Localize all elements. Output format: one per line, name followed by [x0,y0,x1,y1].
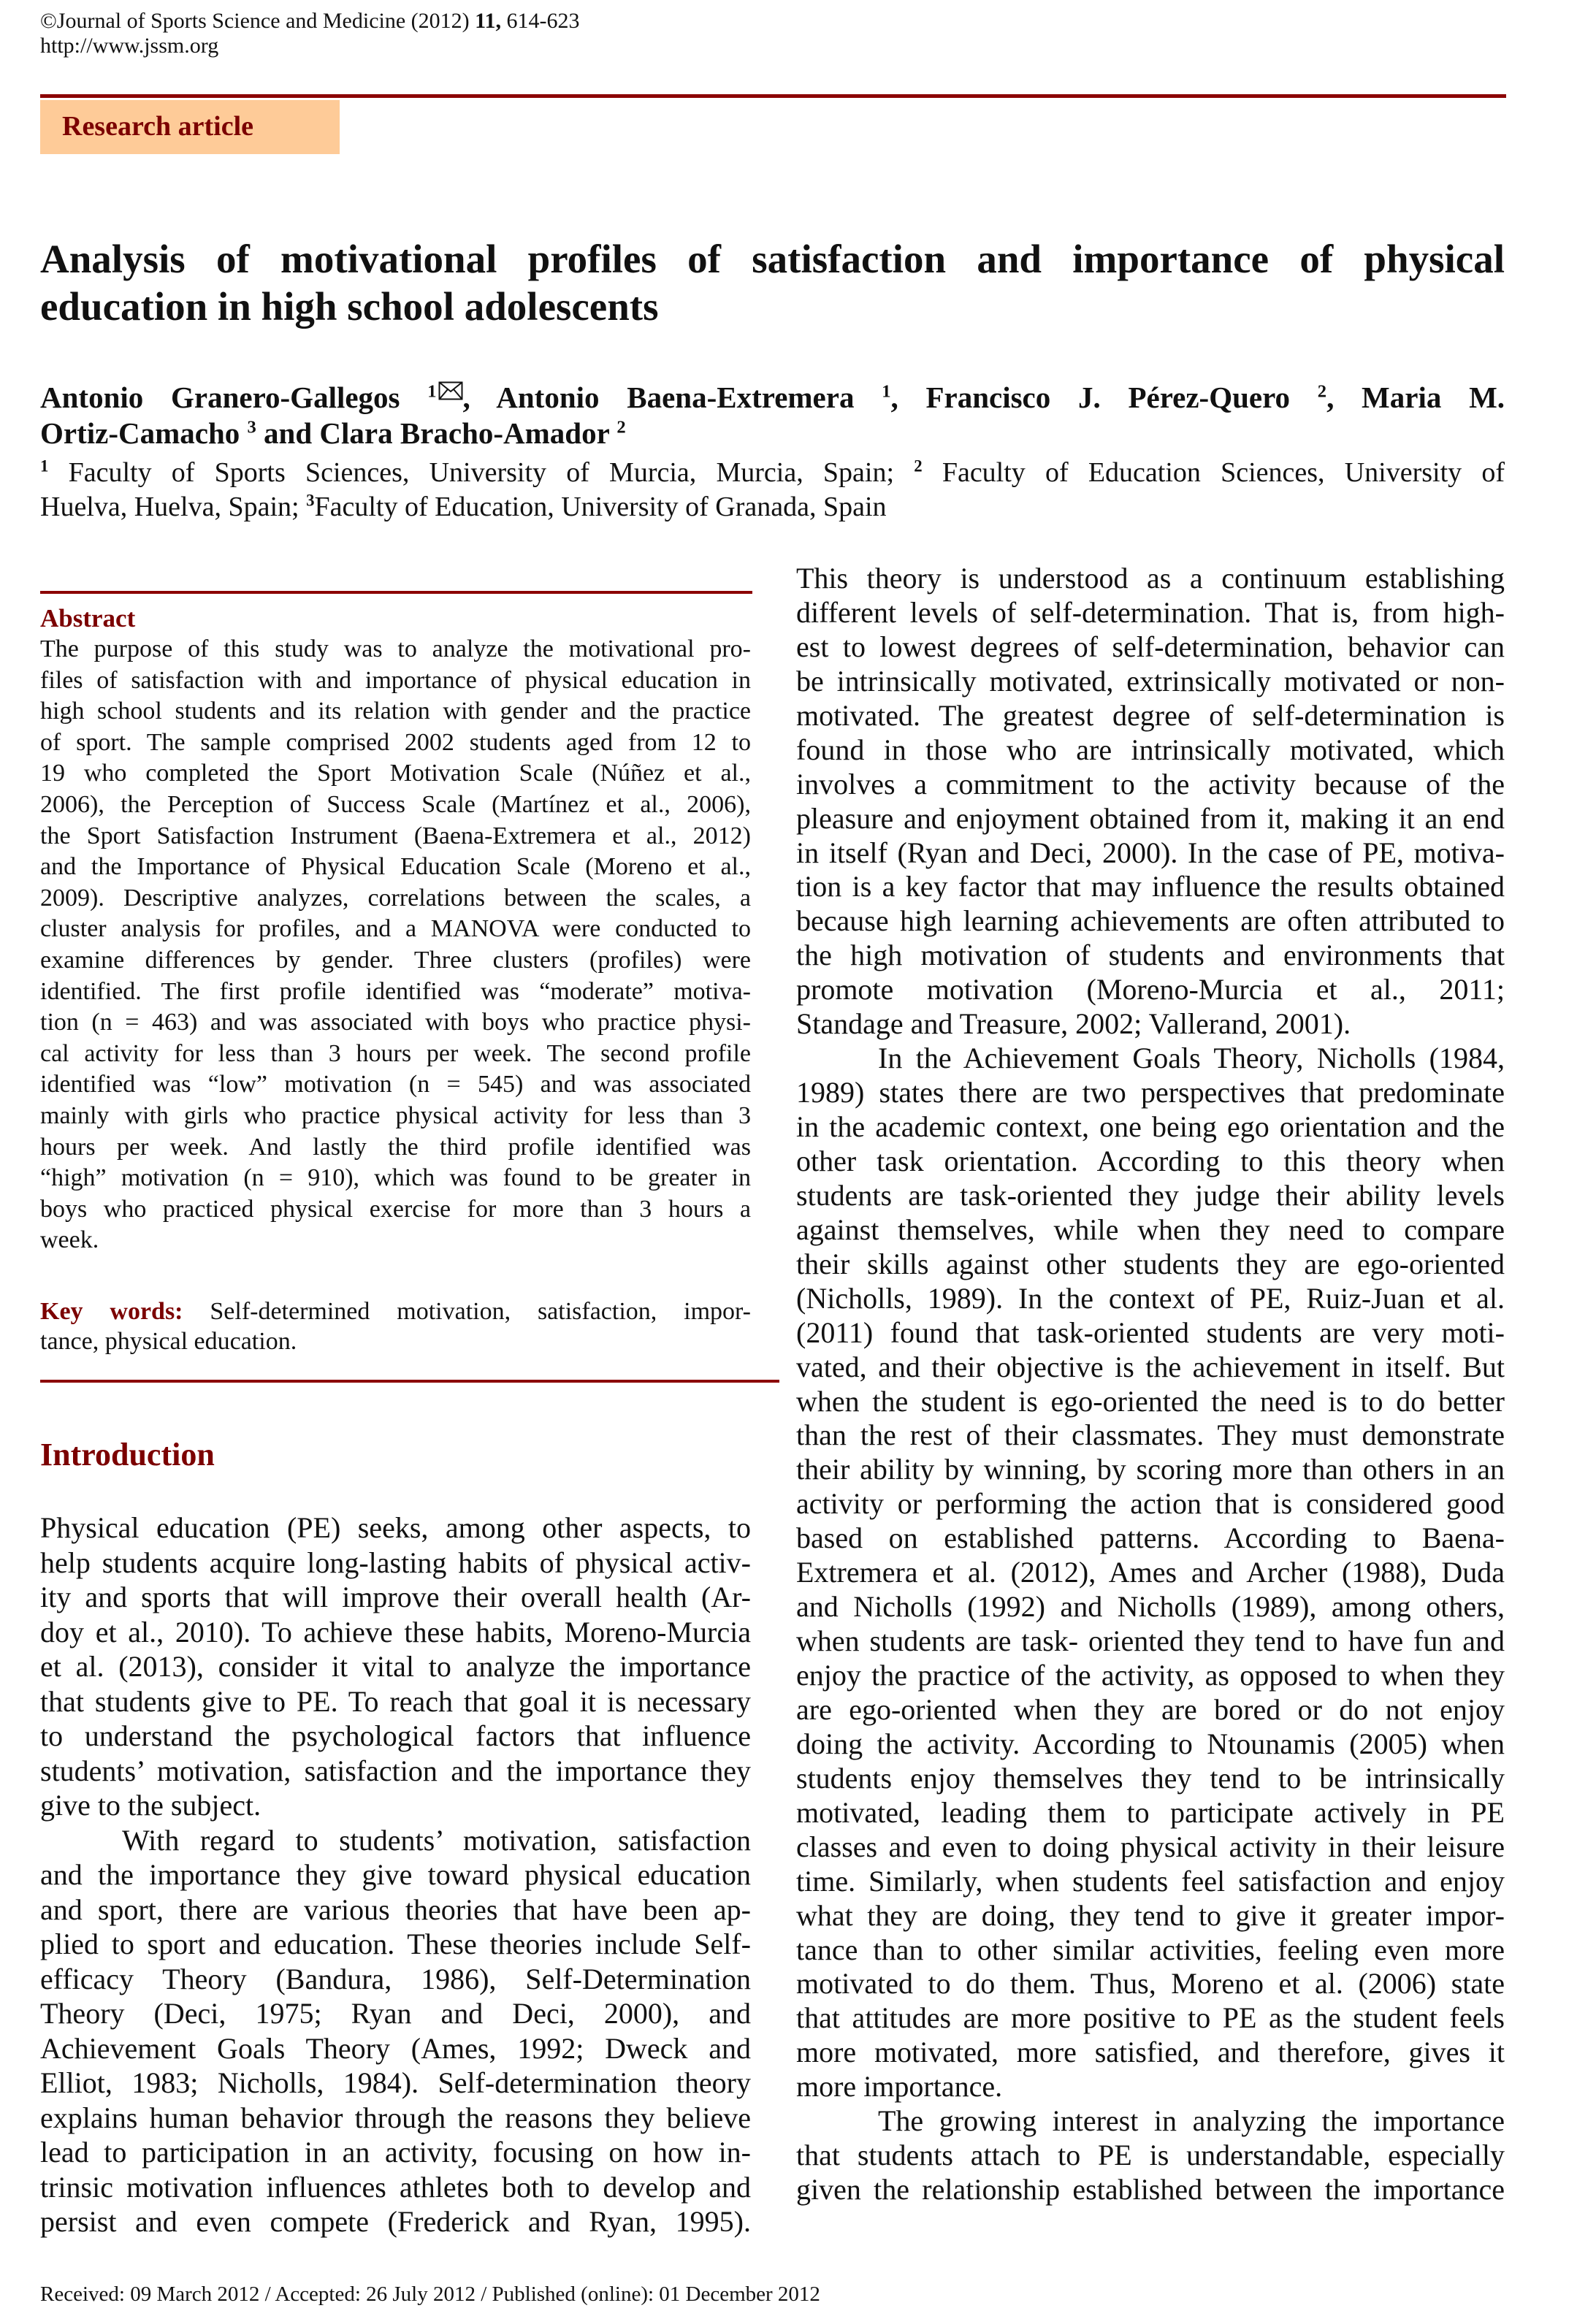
text-line: This theory is understood as a continuum establishing [796,562,1505,595]
publication-dates: Received: 09 March 2012 / Accepted: 26 July 2012 / Published (online): 01 December 2012 [40,2282,820,2306]
text-line: students enjoy themselves they tend to be intrinsically [796,1761,1505,1795]
author-affil-sup: 2 [616,417,626,438]
text-line: trinsic motivation influences athletes both to develop and [40,2170,751,2204]
author-affil-sup: 2 [1317,381,1327,402]
journal-url[interactable]: http://www.jssm.org [40,34,219,58]
title-line: education in high school adolescents [40,284,659,329]
text-line: the high motivation of students and environments that [796,939,1505,972]
text-line: when the student is ego-oriented the need is to do better [796,1384,1505,1418]
text-line: help students acquire long-lasting habits of physical activ- [40,1546,751,1579]
author-line [40,380,1505,416]
text-line: cluster analysis for profiles, and a MANOVA were conducted to [40,915,751,943]
text-line: more importance. [796,2070,1003,2104]
text-line: 2006), the Perception of Success Scale (Martínez et al., 2006), [40,790,751,818]
text-line: their ability by winning, by scoring more than others in an [796,1453,1505,1486]
text-line: vated, and their objective is the achievement in itself. But [796,1350,1505,1383]
text-line: time. Similarly, when students feel satisfaction and enjoy [796,1864,1505,1898]
keywords-label: Key words: [40,1298,183,1325]
keywords-line: tance, physical education. [40,1328,297,1355]
text-line: activity or performing the action that is considered good [796,1487,1505,1521]
text-line: With regard to students’ motivation, satisfaction [122,1823,751,1857]
author-name: , Antonio Baena-Extremera [462,381,882,414]
text-line: in the academic context, one being ego orientation and the [796,1110,1505,1143]
text-line: week. [40,1226,99,1254]
text-line: Physical education (PE) seeks, among other aspects, to [40,1511,751,1544]
text-line: classes and even to doing physical activity in their leisure [796,1830,1505,1863]
text-line: that students give to PE. To reach that goal it is necessary [40,1684,751,1718]
text-line: and Nicholls (1992) and Nicholls (1989), among others, [796,1590,1505,1624]
affiliation-text: Faculty of Sports Sciences, University of Murcia, Murcia, Spain; [48,457,915,488]
journal-name: ©Journal of Sports Science and Medicine (2012) [40,9,476,33]
text-line: found in those who are intrinsically motivated, which [796,733,1505,766]
text-line: boys who practiced physical exercise for more than 3 hours a [40,1195,751,1223]
text-line: be intrinsically motivated, extrinsically motivated or non- [796,664,1505,698]
affiliation-text: Huelva, Huelva, Spain; [40,492,307,522]
affil-sup: 3 [306,491,315,510]
text-line: when students are task- oriented they tend to have fun and [796,1624,1505,1658]
text-line: students’ motivation, satisfaction and the importance they [40,1754,751,1787]
envelope-icon[interactable] [438,381,463,400]
text-line: files of satisfaction with and importance of physical education in [40,666,751,694]
text-line: than the rest of their classmates. They must demonstrate [796,1418,1505,1452]
author-affil-sup: 1 [427,381,437,402]
text-line: (2011) found that task-oriented students are very moti- [796,1315,1505,1349]
text-line: doing the activity. According to Ntounamis (2005) when [796,1727,1505,1760]
author-name: , Maria M. [1326,381,1505,414]
text-line: other task orientation. According to this theory when [796,1144,1505,1177]
text-line: mainly with girls who practice physical activity for less than 3 [40,1101,751,1129]
text-line: (Nicholls, 1989). In the context of PE, Ruiz-Juan et al. [796,1281,1505,1315]
text-line: and sport, there are various theories that have been ap- [40,1892,751,1926]
text-line: enjoy the practice of the activity, as opposed to when they [796,1659,1505,1692]
affiliation-text: Faculty of Education Sciences, University of [922,457,1505,488]
text-line: tion (n = 463) and was associated with boys who practice physi- [40,1009,751,1036]
text-line: Standage and Treasure, 2002; Vallerand, 2001). [796,1007,1351,1041]
text-line: involves a commitment to the activity because of the [796,767,1505,801]
text-line: more motivated, more satisfied, and therefore, gives it [796,2036,1505,2069]
text-line: plied to sport and education. These theories include Self- [40,1928,751,1960]
affiliations [40,456,1505,524]
text-line: hours per week. And lastly the third profile identified was [40,1133,751,1161]
text-line: Theory (Deci, 1975; Ryan and Deci, 2000), and [40,1997,751,2030]
author-line [40,416,1505,451]
text-line: different levels of self-determination. That is, from high- [796,595,1505,629]
text-line: 2009). Descriptive analyzes, correlations between the scales, a [40,884,751,912]
article-title [40,235,1505,330]
text-line: that attitudes are more positive to PE as the student feels [796,2001,1505,2035]
author-name: Ortiz-Camacho [40,416,248,450]
text-line: and the Importance of Physical Education Scale (Moreno et al., [40,853,751,881]
text-line: given the relationship established between the importance [796,2173,1505,2207]
text-line: of sport. The sample comprised 2002 students aged from 12 to [40,728,751,756]
text-line: Extremera et al. (2012), Ames and Archer (1988), Duda [796,1556,1505,1589]
abstract-heading: Abstract [40,604,136,633]
affil-sup: 1 [40,456,49,475]
text-line: students are task-oriented they judge their ability levels [796,1178,1505,1212]
text-line: cal activity for less than 3 hours per week. The second profile [40,1039,751,1067]
text-line: lead to participation in an activity, focusing on how in- [40,2136,751,2169]
text-line: explains human behavior through the reasons they believe [40,2101,751,2134]
journal-pages: 614-623 [501,9,580,33]
title-line: Analysis of motivational profiles of satisfaction and importance of physical [40,237,1505,281]
author-name: Antonio Granero-Gallegos [40,381,428,414]
text-line: tion is a key factor that may influence the results obtained [796,870,1505,903]
abstract-body [40,634,751,1256]
affiliation-line [40,490,1505,524]
text-line: The growing interest in analyzing the importance [878,2104,1505,2138]
text-line: are ego-oriented when they are bored or do not enjoy [796,1692,1505,1726]
article-type-label: Research article [62,111,254,142]
introduction-left-column [40,1510,751,2239]
text-line: to understand the psychological factors that influence [40,1719,751,1752]
text-line: “high” motivation (n = 910), which was found to be greater in [40,1164,751,1192]
text-line: The purpose of this study was to analyze the motivational pro- [40,635,751,662]
author-list [40,380,1505,451]
text-line: and the importance they give toward physical education [40,1858,751,1891]
text-line: motivated, leading them to participate actively in PE [796,1795,1505,1829]
keywords-text: Self-determined motivation, satisfaction, impor- [183,1298,751,1325]
text-line: give to the subject. [40,1789,261,1822]
text-line: motivated. The greatest degree of self-determination is [796,698,1505,732]
text-line: 19 who completed the Sport Motivation Scale (Núñez et al., [40,760,751,787]
text-line: et al. (2013), consider it vital to analyze the importance [40,1650,751,1683]
text-line: In the Achievement Goals Theory, Nicholls (1984, [878,1042,1505,1075]
text-line: in itself (Ryan and Deci, 2000). In the case of PE, motiva- [796,836,1505,869]
text-line: identified. The first profile identified was “moderate” motiva- [40,977,751,1005]
text-line: doy et al., 2010). To achieve these habits, Moreno-Murcia [40,1615,751,1648]
journal-volume: 11, [475,9,502,33]
text-line: pleasure and enjoyment obtained from it, making it an end [796,801,1505,835]
text-line: that students attach to PE is understandable, especially [796,2139,1505,2172]
header-rule [40,94,1506,98]
text-line: est to lowest degrees of self-determination, behavior can [796,630,1505,663]
text-line: promote motivation (Moreno-Murcia et al., 2011; [796,973,1505,1006]
text-line: the Sport Satisfaction Instrument (Baena-Extremera et al., 2012) [40,822,751,849]
section-heading-introduction: Introduction [40,1437,215,1472]
abstract-bottom-rule [40,1380,779,1383]
text-line: identified was “low” motivation (n = 545) and was associated [40,1071,751,1099]
journal-citation [40,9,580,34]
text-line: motivated to do them. Thus, Moreno et al. (2006) state [796,1967,1505,2001]
text-line: examine differences by gender. Three clusters (profiles) were [40,946,751,974]
keywords-line [40,1296,751,1326]
text-line: 1989) states there are two perspectives that predominate [796,1076,1505,1109]
affil-sup: 2 [914,456,923,475]
affiliation-line [40,456,1505,490]
article-type-band [40,100,340,154]
author-name: and Clara Bracho-Amador [256,416,617,450]
text-line: high school students and its relation with gender and the practice [40,698,751,725]
author-name: , Francisco J. Pérez-Quero [890,381,1318,414]
text-line: based on established patterns. According to Baena- [796,1521,1505,1555]
author-affil-sup: 3 [247,417,256,438]
text-line: because high learning achievements are often attributed to [796,904,1505,938]
text-line: persist and even compete (Frederick and Ryan, 1995). [40,2205,751,2238]
author-affil-sup: 1 [882,381,891,402]
text-line: ity and sports that will improve their overall health (Ar- [40,1581,751,1613]
text-line: Achievement Goals Theory (Ames, 1992; Dweck and [40,2031,751,2065]
text-line: Elliot, 1983; Nicholls, 1984). Self-determination theory [40,2066,751,2099]
affiliation-text: Faculty of Education, University of Granada, Spain [314,492,887,522]
text-line: against themselves, while when they need to compare [796,1212,1505,1246]
introduction-right-column [796,562,1505,2207]
text-line: efficacy Theory (Bandura, 1986), Self-Determination [40,1962,751,1995]
text-line: their skills against other students they are ego-oriented [796,1247,1505,1280]
abstract-top-rule [40,591,752,594]
text-line: tance than to other similar activities, feeling even more [796,1933,1505,1966]
text-line: what they are doing, they tend to give it greater impor- [796,1898,1505,1932]
keywords [40,1296,751,1356]
